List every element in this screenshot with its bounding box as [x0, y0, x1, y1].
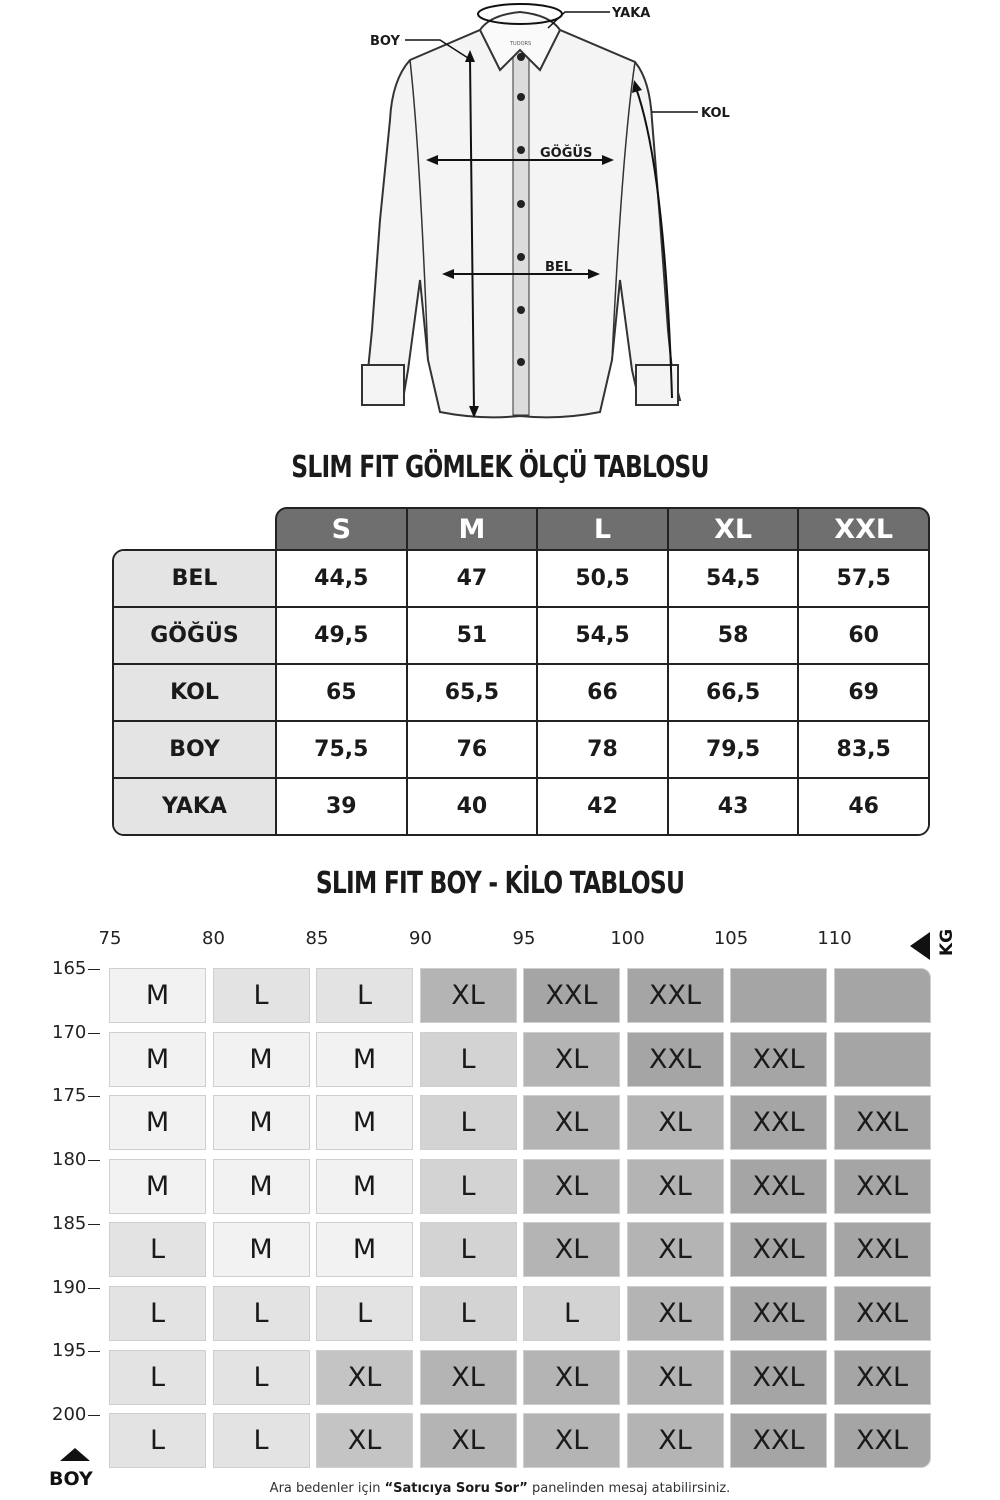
size-table-cell: 40: [408, 779, 539, 834]
weight-grid-row: [109, 1222, 933, 1277]
size-table-cell: 76: [408, 722, 539, 777]
label-sleeve: KOL: [701, 106, 730, 121]
size-table-cell: 50,5: [538, 551, 669, 606]
weight-grid-cell: XL: [627, 1413, 724, 1468]
weight-grid-cell: L: [109, 1286, 206, 1341]
weight-grid-cell: XXL: [627, 968, 724, 1023]
size-row-label: GÖĞÜS: [114, 608, 277, 663]
size-row-label: BOY: [114, 722, 277, 777]
size-table-cell: 79,5: [669, 722, 800, 777]
size-row-label: YAKA: [114, 779, 277, 834]
label-length: BOY: [370, 34, 400, 49]
size-table-cell: 58: [669, 608, 800, 663]
size-table-cell: 60: [799, 608, 928, 663]
weight-grid-cell: XL: [627, 1095, 724, 1150]
size-header-cell: M: [408, 509, 539, 549]
weight-grid-cell: XL: [627, 1222, 724, 1277]
label-collar: YAKA: [612, 6, 651, 21]
size-table-cell: 83,5: [799, 722, 928, 777]
boy-tick-label: 195: [52, 1340, 87, 1362]
weight-grid-cell: L: [213, 1413, 310, 1468]
footnote-highlight: “Satıcıya Soru Sor”: [384, 1481, 528, 1496]
boy-tick-label: 170: [52, 1021, 87, 1043]
weight-grid-cell: L: [109, 1222, 206, 1277]
boy-tick-label: 185: [52, 1212, 87, 1234]
weight-grid-cell: L: [213, 968, 310, 1023]
weight-grid-cell: L: [109, 1350, 206, 1405]
weight-grid-cell: XXL: [834, 1413, 931, 1468]
weight-grid-cell: L: [213, 1350, 310, 1405]
size-table-cell: 57,5: [799, 551, 928, 606]
left-arrow-icon: [910, 928, 960, 964]
weight-grid-cell: XL: [420, 1350, 517, 1405]
size-table-row: [114, 608, 928, 665]
weight-grid-cell: XL: [420, 1413, 517, 1468]
size-table-cell: 78: [538, 722, 669, 777]
weight-grid-cell: XXL: [627, 1032, 724, 1087]
weight-grid-cell: L: [316, 1286, 413, 1341]
size-header-cell: S: [277, 509, 408, 549]
weight-grid-cell: XXL: [523, 968, 620, 1023]
weight-grid-row: [109, 968, 933, 1023]
kg-tick-label: 85: [305, 928, 329, 949]
weight-grid-cell: XL: [627, 1286, 724, 1341]
kg-axis: [0, 928, 1000, 952]
weight-table-title: SLIM FIT BOY - KİLO TABLOSU: [315, 866, 685, 901]
size-table-cell: 47: [408, 551, 539, 606]
weight-grid-cell: M: [316, 1222, 413, 1277]
boy-tick-label: 165: [52, 958, 87, 979]
size-table-cell: 75,5: [277, 722, 408, 777]
weight-grid-cell: M: [109, 1032, 206, 1087]
shirt-illustration: [0, 0, 1000, 430]
weight-grid-cell: L: [316, 968, 413, 1023]
size-table-cell: 39: [277, 779, 408, 834]
footnote-prefix: Ara bedenler için: [269, 1481, 385, 1496]
weight-grid-cell: XL: [523, 1159, 620, 1214]
size-table-cell: 66: [538, 665, 669, 720]
size-table-cell: 46: [799, 779, 928, 834]
weight-grid-row: [109, 1286, 933, 1341]
size-table-cell: 65,5: [408, 665, 539, 720]
boy-axis: [0, 0, 100, 1500]
weight-grid-cell: XL: [523, 1222, 620, 1277]
kg-axis-marker: [910, 928, 960, 964]
size-table-cell: 54,5: [669, 551, 800, 606]
weight-grid-cell: L: [523, 1286, 620, 1341]
weight-grid-cell: [834, 1032, 931, 1087]
boy-tick-label: 200: [52, 1403, 87, 1425]
size-header-cell: XL: [669, 509, 800, 549]
weight-grid-cell: M: [213, 1222, 310, 1277]
size-row-label: BEL: [114, 551, 277, 606]
weight-grid-cell: XL: [627, 1350, 724, 1405]
weight-grid-cell: XXL: [730, 1286, 827, 1341]
weight-grid-cell: XXL: [834, 1286, 931, 1341]
weight-grid-cell: XXL: [730, 1350, 827, 1405]
size-table-row: [114, 551, 928, 608]
weight-grid-cell: L: [109, 1413, 206, 1468]
weight-grid-cell: XL: [627, 1159, 724, 1214]
weight-grid-cell: L: [213, 1286, 310, 1341]
size-header-cell: XXL: [834, 513, 894, 545]
label-waist: BEL: [545, 260, 573, 275]
weight-grid-cell: XXL: [834, 1159, 931, 1214]
kg-tick-label: 75: [98, 928, 122, 949]
weight-grid-cell: XXL: [730, 1095, 827, 1150]
kg-tick-label: 100: [610, 928, 645, 949]
weight-grid-cell: M: [213, 1095, 310, 1150]
weight-grid-cell: M: [109, 1095, 206, 1150]
weight-grid-cell: M: [109, 968, 206, 1023]
weight-grid-cell: XXL: [834, 1222, 931, 1277]
boy-label: BOY: [49, 1468, 93, 1490]
weight-grid-row: [109, 1350, 933, 1405]
brand-tag: TUDORS: [510, 41, 532, 47]
size-table-cell: 69: [799, 665, 928, 720]
weight-grid-cell: XXL: [834, 1350, 931, 1405]
weight-grid-cell: M: [316, 1095, 413, 1150]
weight-grid-row: [109, 1032, 933, 1087]
weight-grid-row: [109, 1095, 933, 1150]
size-header-row: [275, 507, 930, 551]
size-table-cell: 66,5: [669, 665, 800, 720]
weight-grid-cell: XL: [523, 1032, 620, 1087]
weight-grid-cell: XXL: [730, 1159, 827, 1214]
size-table-body: [112, 549, 930, 836]
footnote-suffix: panelinden mesaj atabilirsiniz.: [527, 1481, 731, 1496]
size-table-row: [114, 665, 928, 722]
weight-grid-cell: M: [213, 1032, 310, 1087]
size-measurement-table: [112, 507, 930, 837]
weight-grid-cell: M: [316, 1159, 413, 1214]
weight-grid-cell: L: [420, 1159, 517, 1214]
shirt-measurement-diagram: [0, 0, 1000, 430]
size-table-row: [114, 779, 928, 834]
weight-grid-cell: XL: [523, 1413, 620, 1468]
size-table-cell: 51: [408, 608, 539, 663]
kg-tick-label: 90: [409, 928, 432, 949]
label-chest: GÖĞÜS: [540, 146, 593, 161]
weight-grid-row: [109, 1159, 933, 1214]
kg-tick-label: 95: [512, 928, 536, 949]
weight-grid-cell: L: [420, 1286, 517, 1341]
size-table-cell: 42: [538, 779, 669, 834]
boy-tick-label: 175: [52, 1085, 87, 1107]
weight-grid-cell: XL: [523, 1350, 620, 1405]
weight-grid-cell: XXL: [730, 1413, 827, 1468]
kg-tick-label: 110: [817, 928, 852, 949]
weight-grid-cell: XL: [316, 1413, 413, 1468]
weight-grid-cell: M: [109, 1159, 206, 1214]
weight-grid-cell: XL: [316, 1350, 413, 1405]
weight-grid-cell: XXL: [730, 1222, 827, 1277]
weight-grid-cell: L: [420, 1032, 517, 1087]
size-table-row: [114, 722, 928, 779]
weight-grid-cell: L: [420, 1222, 517, 1277]
boy-tick-label: 190: [52, 1276, 87, 1298]
size-table-cell: 49,5: [277, 608, 408, 663]
size-header-cell: L: [538, 509, 669, 549]
size-table-title: SLIM FIT GÖMLEK ÖLÇÜ TABLOSU: [291, 450, 709, 485]
size-table-cell: 43: [669, 779, 800, 834]
weight-grid-cell: XL: [420, 968, 517, 1023]
size-table-cell: 65: [277, 665, 408, 720]
weight-grid-cell: XXL: [730, 1032, 827, 1087]
kg-label: KG: [937, 928, 957, 956]
size-table-cell: 44,5: [277, 551, 408, 606]
weight-grid-cell: XXL: [834, 1095, 931, 1150]
size-table-cell: 54,5: [538, 608, 669, 663]
weight-grid-row: [109, 1413, 933, 1468]
boy-tick-label: 180: [52, 1149, 87, 1171]
weight-grid-cell: [730, 968, 827, 1023]
size-row-label: KOL: [114, 665, 277, 720]
weight-grid-cell: [834, 968, 931, 1023]
weight-grid-cell: M: [213, 1159, 310, 1214]
kg-tick-label: 105: [713, 928, 749, 949]
weight-grid-cell: L: [420, 1095, 517, 1150]
weight-grid-cell: M: [316, 1032, 413, 1087]
weight-grid-cell: XL: [523, 1095, 620, 1150]
kg-tick-label: 80: [202, 928, 225, 949]
footnote: [0, 1481, 1000, 1496]
